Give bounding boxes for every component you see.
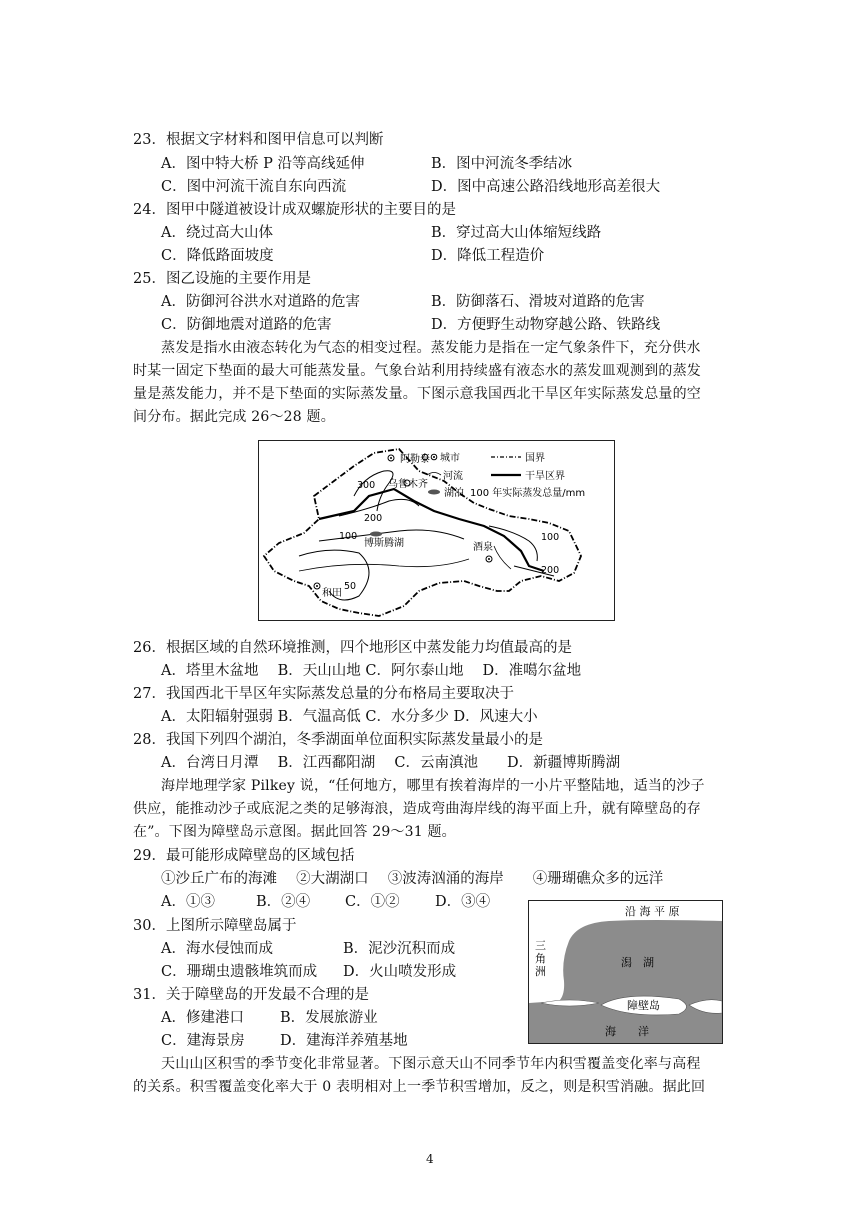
passage1-line-4: 间分布。据此完成 26～28 题。 xyxy=(133,409,335,425)
legend-border: 国界 xyxy=(525,453,545,464)
q27-options: A．太阳辐射强弱 B．气温高低 C．水分多少 D．风速大小 xyxy=(161,709,538,725)
passage1-line-3: 量是蒸发能力，并不是下垫面的实际蒸发量。下图示意我国西北干旱区年实际蒸发总量的空 xyxy=(133,386,701,402)
bosten-lake xyxy=(370,532,382,537)
q23-option-b: B．图中河流冬季结冰 xyxy=(431,156,573,172)
q25-option-a: A．防御河谷洪水对道路的危害 xyxy=(161,294,360,310)
legend-lake: 湖泊 xyxy=(444,488,464,499)
q23-option-c: C．图中河流干流自东向西流 xyxy=(161,179,347,195)
q23-option-a: A．图中特大桥 P 沿等高线延伸 xyxy=(161,156,365,172)
barrier-island-svg xyxy=(529,901,722,1043)
q29-option-a: A．①③ xyxy=(161,894,215,910)
isoline-label-200-east: 200 xyxy=(541,565,560,576)
evaporation-map xyxy=(258,440,615,621)
q28-stem: 28．我国下列四个湖泊，冬季湖面单位面积实际蒸发量最小的是 xyxy=(133,732,543,748)
q24-option-a: A．绕过高大山体 xyxy=(161,225,273,241)
river-1 xyxy=(299,559,469,571)
isoline-label-300: 300 xyxy=(357,480,376,491)
q28-options: A．台湾日月潭 B．江西鄱阳湖 C．云南滇池 D．新疆博斯腾湖 xyxy=(161,755,621,771)
q26-stem: 26．根据区域的自然环境推测，四个地形区中蒸发能力均值最高的是 xyxy=(133,640,572,656)
label-ocean: 海 洋 xyxy=(605,1025,649,1038)
passage2-line-1: 海岸地理学家 Pilkey 说，“任何地方，哪里有挨着海岸的一小片平整陆地，适当的沙子 xyxy=(161,778,705,794)
isoline-label-100: 100 xyxy=(339,531,358,542)
arid-boundary xyxy=(319,489,544,571)
q31-option-d: D．建海洋养殖基地 xyxy=(280,1033,408,1049)
label-barrier-island: 障壁岛 xyxy=(627,999,660,1012)
isoline-label-50: 50 xyxy=(344,581,357,592)
passage3-line-2: 的关系。积雪覆盖变化率大于 0 表明相对上一季节积雪增加，反之，则是积雪消融。据此回 xyxy=(133,1079,706,1095)
barrier-island-diagram xyxy=(528,900,723,1044)
q24-option-c: C．降低路面坡度 xyxy=(161,248,274,264)
q25-stem: 25．图乙设施的主要作用是 xyxy=(133,271,311,287)
q24-option-b: B．穿过高大山体缩短线路 xyxy=(431,225,602,241)
passage2-line-3: 在”。下图为障壁岛示意图。据此回答 29～31 题。 xyxy=(133,824,456,840)
q29-option-d: D．③④ xyxy=(435,894,491,910)
q25-option-b: B．防御落石、滑坡对道路的危害 xyxy=(431,294,645,310)
q30-option-b: B．泥沙沉积而成 xyxy=(343,941,456,957)
legend-arid: 干旱区界 xyxy=(525,471,565,482)
q31-option-c: C．建海景房 xyxy=(161,1033,245,1049)
q26-options: A．塔里木盆地 B．天山山地 C．阿尔泰山地 D．准噶尔盆地 xyxy=(161,663,582,679)
q24-option-d: D．降低工程造价 xyxy=(431,248,545,264)
q24-stem: 24．图甲中隧道被设计成双螺旋形状的主要目的是 xyxy=(133,202,456,218)
isoline-label-200: 200 xyxy=(364,513,383,524)
q29-option-b: B．②④ xyxy=(256,894,311,910)
label-jiuquan: 酒泉 xyxy=(473,542,493,553)
label-lagoon: 潟 湖 xyxy=(621,956,654,969)
q23-option-d: D．图中高速公路沿线地形高差很大 xyxy=(431,179,661,195)
label-altay: 阿勒泰 xyxy=(400,454,430,465)
q30-option-d: D．火山喷发形成 xyxy=(343,964,457,980)
map1-legend xyxy=(422,451,585,499)
q25-option-c: C．防御地震对道路的危害 xyxy=(161,317,332,333)
q29-stem: 29．最可能形成障壁岛的区域包括 xyxy=(133,848,355,864)
q27-stem: 27．我国西北干旱区年实际蒸发总量的分布格局主要取决于 xyxy=(133,686,514,702)
label-hotan: 和田 xyxy=(322,588,342,599)
legend-river: 河流 xyxy=(443,471,463,482)
q31-stem: 31．关于障壁岛的开发最不合理的是 xyxy=(133,987,369,1003)
label-delta-1: 三 xyxy=(535,939,546,952)
page-number: 4 xyxy=(426,1152,434,1166)
passage2-line-2: 供应，能推动沙子或底泥之类的足够海浪，造成弯曲海岸线的海平面上升，就有障壁岛的存 xyxy=(133,801,701,817)
legend-city: 城市 xyxy=(440,453,460,464)
q29-items: ①沙丘广布的海滩 ②大湖湖口 ③波涛汹涌的海岸 ④珊瑚礁众多的远洋 xyxy=(161,871,664,887)
label-delta-2: 角 xyxy=(535,952,546,965)
q31-option-b: B．发展旅游业 xyxy=(280,1010,378,1026)
q30-option-c: C．珊瑚虫遗骸堆筑而成 xyxy=(161,964,318,980)
passage1-line-2: 时某一固定下垫面的最大可能蒸发量。气象台站利用持续盛有液态水的蒸发皿观测到的蒸发 xyxy=(133,363,701,379)
legend-isoline: 100 年实际蒸发总量/mm xyxy=(470,488,586,499)
q29-option-c: C．①② xyxy=(345,894,400,910)
label-coastal-plain: 沿 海 平 原 xyxy=(625,905,680,918)
q31-option-a: A．修建港口 xyxy=(161,1010,244,1026)
passage1-line-1: 蒸发是指水由液态转化为气态的相变过程。蒸发能力是指在一定气象条件下，充分供水 xyxy=(161,340,701,356)
river-2 xyxy=(494,546,511,569)
isoline-label-100-east: 100 xyxy=(541,532,560,543)
label-delta-3: 洲 xyxy=(535,965,546,978)
q25-option-d: D．方便野生动物穿越公路、铁路线 xyxy=(431,317,661,333)
label-urumqi: 乌鲁木齐 xyxy=(388,479,428,490)
passage3-line-1: 天山山区积雪的季节变化非常显著。下图示意天山不同季节年内积雪覆盖变化率与高程 xyxy=(161,1056,701,1072)
q30-stem: 30．上图所示障壁岛属于 xyxy=(133,918,297,934)
q30-option-a: A．海水侵蚀而成 xyxy=(161,941,273,957)
label-bosten: 博斯腾湖 xyxy=(364,538,404,549)
evaporation-map-svg xyxy=(259,441,614,620)
q23-stem: 23．根据文字材料和图甲信息可以判断 xyxy=(133,132,384,148)
